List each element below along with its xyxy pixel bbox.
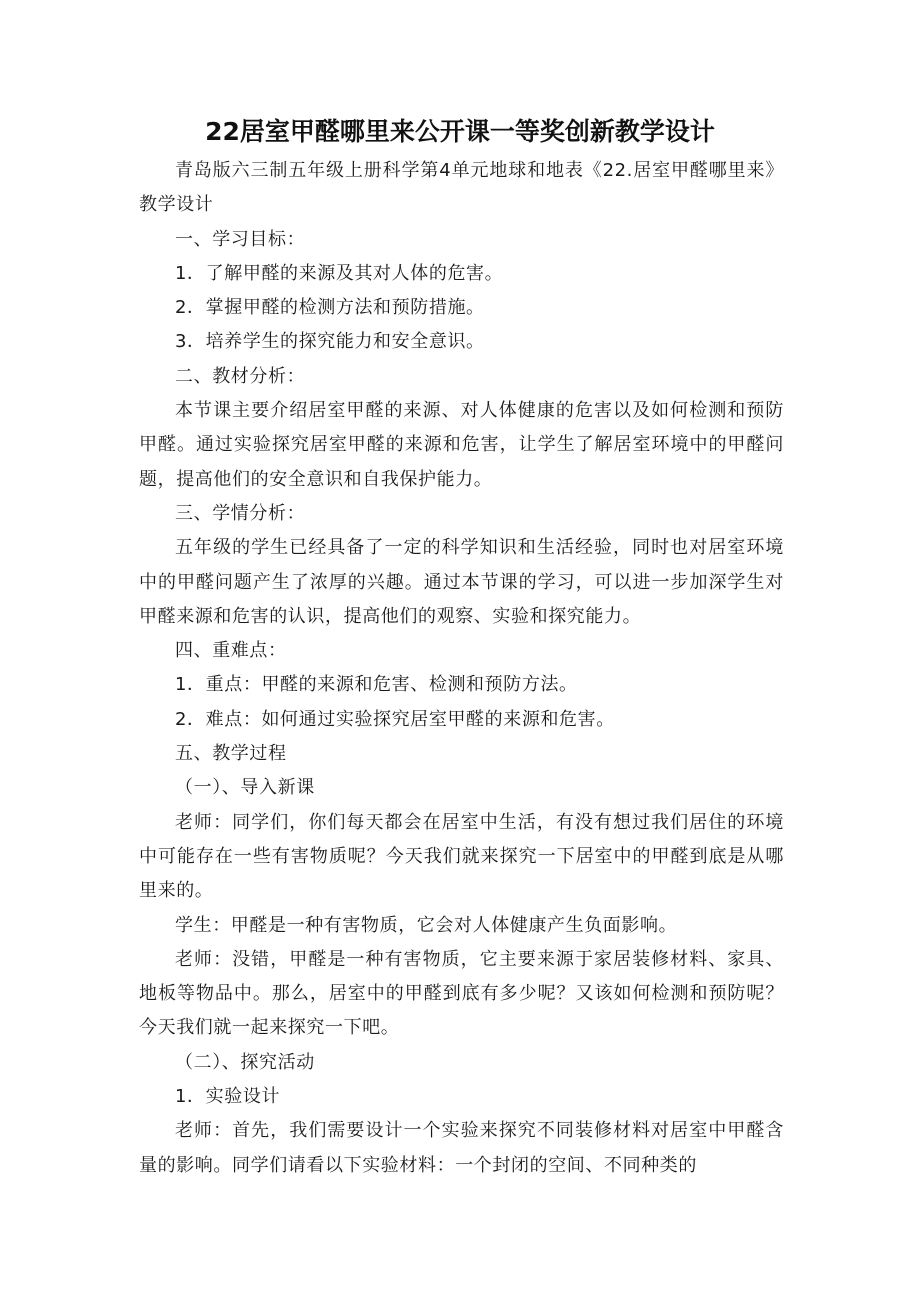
activity-item-heading: 1．实验设计 bbox=[175, 1086, 281, 1108]
key-point-item: 1．重点：甲醛的来源和危害、检测和预防方法。 bbox=[175, 674, 578, 696]
key-point-item: 2．难点：如何通过实验探究居室甲醛的来源和危害。 bbox=[175, 708, 615, 730]
section-heading-student-analysis: 三、学情分析： bbox=[175, 502, 306, 524]
objective-item: 2．掌握甲醛的检测方法和预防措施。 bbox=[175, 297, 485, 319]
intro-paragraph: 青岛版六三制五年级上册科学第4单元地球和地表《22.居室甲醛哪里来》教学设计 bbox=[139, 160, 784, 216]
objective-item: 1．了解甲醛的来源及其对人体的危害。 bbox=[175, 262, 504, 284]
document-title: 22居室甲醛哪里来公开课一等奖创新教学设计 bbox=[205, 117, 715, 146]
subsection-heading-introduction: （一）、导入新课 bbox=[175, 777, 315, 799]
subsection-heading-activity: （二）、探究活动 bbox=[175, 1051, 315, 1073]
dialogue-paragraph: 老师：同学们，你们每天都会在居室中生活，有没有想过我们居住的环境中可能存在一些有害物质呢？今天我们就来探究一下居室中的甲醛到底是从哪里来的。 bbox=[139, 811, 784, 902]
material-analysis-paragraph: 本节课主要介绍居室甲醛的来源、对人体健康的危害以及如何检测和预防甲醛。通过实验探究居室甲醛的来源和危害，让学生了解居室环境中的甲醛问题，提高他们的安全意识和自我保护能力。 bbox=[139, 400, 784, 490]
objective-item: 3．培养学生的探究能力和安全意识。 bbox=[175, 331, 485, 353]
dialogue-paragraph: 老师：没错，甲醛是一种有害物质，它主要来源于家居装修材料、家具、地板等物品中。那么，居室中的甲醛到底有多少呢？又该如何检测和预防呢？今天我们就一起来探究一下吧。 bbox=[139, 948, 784, 1039]
section-heading-teaching-process: 五、教学过程 bbox=[175, 743, 287, 765]
dialogue-paragraph: 老师：首先，我们需要设计一个实验来探究不同装修材料对居室中甲醛含量的影响。同学们请看以下实验材料：一个封闭的空间、不同种类的 bbox=[139, 1120, 784, 1176]
student-analysis-paragraph: 五年级的学生已经具备了一定的科学知识和生活经验，同时也对居室环境中的甲醛问题产生了浓厚的兴趣。通过本节课的学习，可以进一步加深学生对甲醛来源和危害的认识，提高他们的观察、实验和探究能力。 bbox=[139, 537, 784, 627]
document-body bbox=[139, 154, 784, 1183]
dialogue-paragraph: 学生：甲醛是一种有害物质，它会对人体健康产生负面影响。 bbox=[175, 914, 678, 936]
section-heading-material-analysis: 二、教材分析： bbox=[175, 365, 306, 387]
section-heading-objectives: 一、学习目标： bbox=[175, 228, 306, 250]
section-heading-key-points: 四、重难点： bbox=[175, 640, 287, 662]
